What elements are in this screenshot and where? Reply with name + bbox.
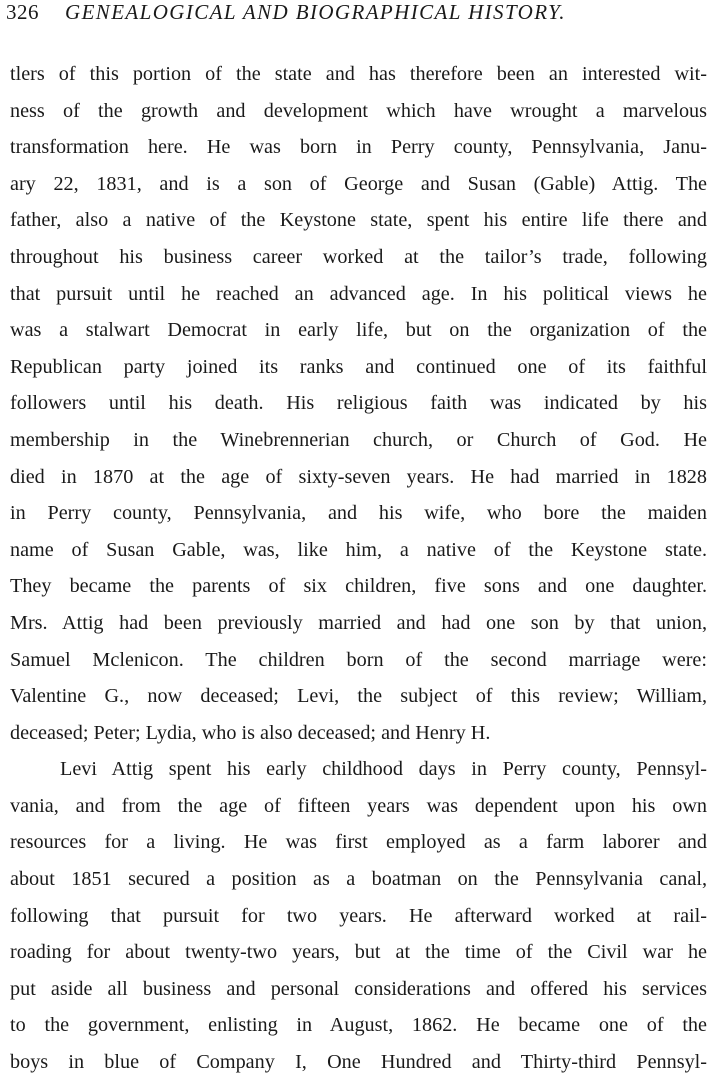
page-number: 326 — [6, 0, 39, 24]
paragraph-2 — [10, 751, 707, 1080]
text-line: resources for a living. He was first employed as a farm laborer and — [10, 831, 707, 854]
text-line: in Perry county, Pennsylvania, and his wife, who bore the maiden — [10, 502, 707, 525]
text-line: to the government, enlisting in August, 1862. He became one of the — [10, 1014, 707, 1037]
text-line: father, also a native of the Keystone state, spent his entire life there and — [10, 209, 707, 232]
body-text — [10, 56, 707, 1081]
text-line: followers until his death. His religious faith was indicated by his — [10, 392, 707, 415]
text-line: roading for about twenty-two years, but at the time of the Civil war he — [10, 941, 707, 964]
text-line: Mrs. Attig had been previously married and had one son by that union, — [10, 611, 707, 634]
text-line: throughout his business career worked at the tailor’s trade, following — [10, 245, 707, 268]
paragraph-1 — [10, 56, 707, 751]
text-line: They became the parents of six children, five sons and one daughter. — [10, 575, 707, 598]
text-line: Levi Attig spent his early childhood days in Perry county, Pennsyl- — [60, 758, 707, 781]
text-line: tlers of this portion of the state and has therefore been an interested wit- — [10, 63, 707, 85]
running-head: GENEALOGICAL AND BIOGRAPHICAL HISTORY. — [65, 0, 566, 24]
text-line: membership in the Winebrennerian church, or Church of God. He — [10, 428, 707, 451]
text-line: that pursuit until he reached an advanced age. In his political views he — [10, 282, 707, 305]
text-line: ness of the growth and development which have wrought a marvelous — [10, 99, 707, 122]
text-line: died in 1870 at the age of sixty-seven years. He had married in 1828 — [10, 465, 707, 488]
text-line: about 1851 secured a position as a boatman on the Pennsylvania canal, — [10, 868, 707, 891]
text-line: Republican party joined its ranks and continued one of its faithful — [10, 355, 707, 378]
text-line: ary 22, 1831, and is a son of George and Susan (Gable) Attig. The — [10, 172, 707, 195]
text-line: following that pursuit for two years. He afterward worked at rail- — [10, 904, 707, 927]
text-line: name of Susan Gable, was, like him, a native of the Keystone state. — [10, 538, 707, 561]
text-line: transformation here. He was born in Perry county, Pennsylvania, Janu- — [10, 136, 707, 159]
text-line: boys in blue of Company I, One Hundred and Thirty-third Pennsyl- — [10, 1051, 707, 1074]
text-line: was a stalwart Democrat in early life, but on the organization of the — [10, 319, 707, 342]
page-header — [6, 0, 706, 28]
text-line: Samuel Mclenicon. The children born of the second marriage were: — [10, 648, 707, 671]
text-line: deceased; Peter; Lydia, who is also deceased; and Henry H. — [10, 721, 491, 744]
text-line: vania, and from the age of fifteen years was dependent upon his own — [10, 794, 707, 817]
text-line: put aside all business and personal considerations and offered his services — [10, 977, 707, 1000]
text-line: Valentine G., now deceased; Levi, the subject of this review; William, — [10, 685, 707, 708]
